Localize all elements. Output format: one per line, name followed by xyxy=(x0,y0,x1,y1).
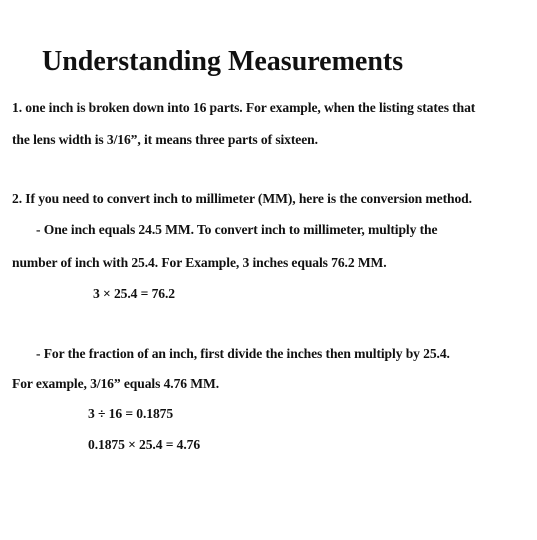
section3-calculation-2: 0.1875 × 25.4 = 4.76 xyxy=(88,437,201,452)
section3-line2: For example, 3/16” equals 4.76 MM. xyxy=(12,376,220,391)
page-title: Understanding Measurements xyxy=(42,46,404,77)
section1-line2: the lens width is 3/16”, it means three parts of sixteen. xyxy=(12,132,318,147)
section2-line1: 2. If you need to convert inch to millimeter (MM), here is the conversion method. xyxy=(12,191,472,206)
section3-calculation-1: 3 ÷ 16 = 0.1875 xyxy=(88,406,174,421)
section1-line1: 1. one inch is broken down into 16 parts. For example, when the listing states that xyxy=(12,100,476,115)
section2-line2: - One inch equals 24.5 MM. To convert inch to millimeter, multiply the xyxy=(36,222,438,237)
section2-line3: number of inch with 25.4. For Example, 3 inches equals 76.2 MM. xyxy=(12,255,387,270)
section3-line1: - For the fraction of an inch, first divide the inches then multiply by 25.4. xyxy=(36,346,450,361)
section2-calculation: 3 × 25.4 = 76.2 xyxy=(93,286,175,301)
